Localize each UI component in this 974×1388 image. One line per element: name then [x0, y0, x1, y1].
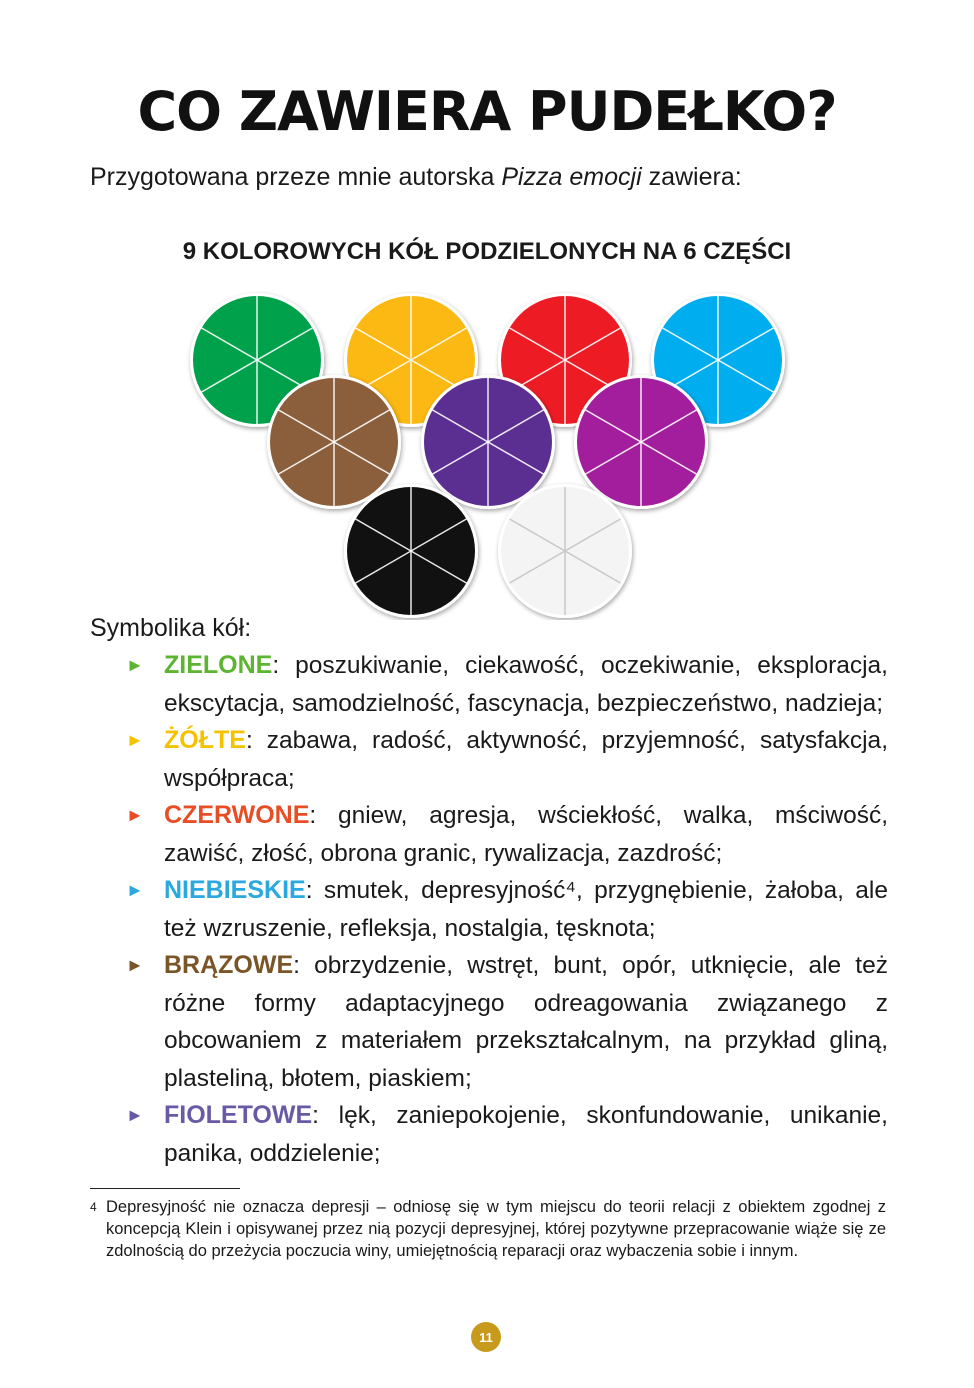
wheel-purple — [421, 375, 555, 509]
symbolism-label: Symbolika kół: — [90, 614, 252, 642]
color-meaning-list — [126, 647, 888, 1172]
meaning-brown: : obrzydzenie, wstręt, bunt, opór, utknięcie, ale też różne formy adaptacyjnego odreagowania związanego z obcowaniem z materiałem przekształcalnym, na przykład gliną, plasteliną, błotem, piaskiem; — [164, 952, 888, 1092]
page-title: CO ZAWIERA PUDEŁKO? — [137, 80, 837, 143]
list-item-green — [126, 647, 888, 722]
wheel-brown — [267, 375, 401, 509]
footnote-mark: 4 — [90, 1200, 97, 1214]
footnote-divider — [90, 1188, 240, 1189]
wheel-blue — [651, 293, 785, 427]
wheel-magenta — [574, 375, 708, 509]
bullet-arrow-icon: ► — [126, 1105, 144, 1125]
keyword-green: ZIELONE — [164, 651, 273, 679]
keyword-red: CZERWONE — [164, 801, 310, 829]
list-item-brown — [126, 947, 888, 1097]
wheel-red — [498, 293, 632, 427]
intro-text-start: Przygotowana przeze mnie autorska — [90, 163, 502, 191]
footnote — [90, 1196, 886, 1262]
list-item-purple — [126, 1097, 888, 1172]
wheel-green — [190, 293, 324, 427]
bullet-arrow-icon: ► — [126, 880, 144, 900]
list-item-red — [126, 797, 888, 872]
wheel-yellow — [344, 293, 478, 427]
list-item-blue — [126, 872, 888, 947]
meaning-blue: : smutek, depresyjność⁴, przygnębienie, żałoba, ale też wzruszenie, refleksja, nostalgia, tęsknota; — [164, 877, 888, 942]
keyword-purple: FIOLETOWE — [164, 1101, 313, 1129]
bullet-arrow-icon: ► — [126, 805, 144, 825]
wheel-white — [498, 484, 632, 618]
bullet-arrow-icon: ► — [126, 655, 144, 675]
keyword-yellow: ŻÓŁTE — [164, 726, 246, 754]
bullet-arrow-icon: ► — [126, 955, 144, 975]
section-subheading: 9 KOLOROWYCH KÓŁ PODZIELONYCH NA 6 CZĘŚCI — [182, 238, 792, 265]
intro-product-name: Pizza emocji — [501, 163, 642, 191]
list-item-yellow — [126, 722, 888, 797]
keyword-brown: BRĄZOWE — [164, 951, 294, 979]
meaning-purple: : lęk, zaniepokojenie, skonfundowanie, unikanie, panika, oddzielenie; — [164, 1102, 888, 1167]
bullet-arrow-icon: ► — [126, 730, 144, 750]
wheel-black — [344, 484, 478, 618]
meaning-green: : poszukiwanie, ciekawość, oczekiwanie, eksploracja, ekscytacja, samodzielność, fascynacja, bezpieczeństwo, nadzieja; — [164, 652, 888, 717]
intro-text-end: zawiera: — [641, 163, 742, 191]
meaning-red: : gniew, agresja, wściekłość, walka, mściwość, zawiść, złość, obrona granic, rywalizacja, zazdrość; — [164, 802, 888, 867]
footnote-text: Depresyjność nie oznacza depresji – odniosę się w tym miejscu do teorii relacji z obiektem zgodnej z koncepcją Klein i opisywanej przez nią pozycji depresyjnej, której pozytywne przepracowanie wiąże się ze zdolnością do przeżycia poczucia winy, umiejętnością reparacji oraz wybaczenia sobie i innym. — [106, 1198, 886, 1260]
page-number: 11 — [471, 1322, 501, 1352]
meaning-yellow: : zabawa, radość, aktywność, przyjemność, satysfakcja, współpraca; — [164, 727, 888, 792]
keyword-blue: NIEBIESKIE — [164, 876, 306, 904]
intro-paragraph — [90, 163, 742, 192]
